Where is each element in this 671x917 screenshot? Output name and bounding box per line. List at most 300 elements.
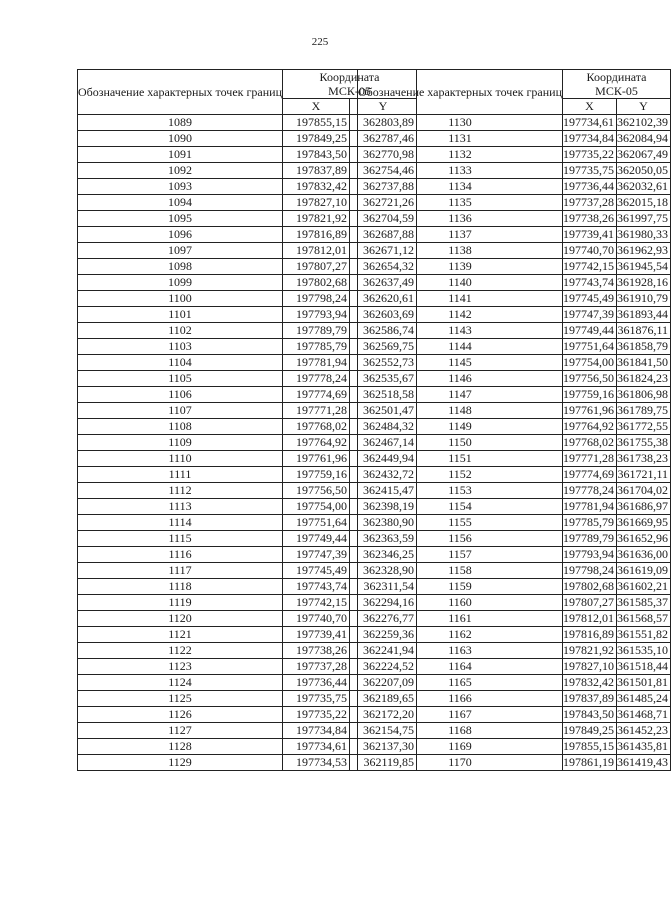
point-number-cell: 1139 (358, 259, 563, 275)
y-coordinate-cell: 362050,05 (617, 163, 671, 179)
x-coordinate-cell: 197812,01 (283, 243, 350, 259)
y-coordinate-cell: 362137,30 (350, 739, 417, 755)
x-coordinate-cell: 197781,94 (563, 499, 617, 515)
y-coordinate-cell: 361619,09 (617, 563, 671, 579)
point-number-cell: 1135 (358, 195, 563, 211)
table-row (358, 723, 671, 739)
table-row (358, 323, 671, 339)
x-coordinate-cell: 197737,28 (563, 195, 617, 211)
y-coordinate-cell: 362276,77 (350, 611, 417, 627)
y-coordinate-cell: 361945,54 (617, 259, 671, 275)
point-number-cell: 1136 (358, 211, 563, 227)
y-coordinate-cell: 362207,09 (350, 675, 417, 691)
y-coordinate-cell: 362346,25 (350, 547, 417, 563)
y-coordinate-cell: 361568,57 (617, 611, 671, 627)
y-coordinate-cell: 362259,36 (350, 627, 417, 643)
x-coordinate-cell: 197861,19 (563, 755, 617, 771)
y-coordinate-cell: 361962,93 (617, 243, 671, 259)
point-number-cell: 1144 (358, 339, 563, 355)
x-coordinate-cell: 197807,27 (563, 595, 617, 611)
y-coordinate-cell: 362172,20 (350, 707, 417, 723)
x-coordinate-cell: 197756,50 (283, 483, 350, 499)
y-coordinate-cell: 361518,44 (617, 659, 671, 675)
x-coordinate-cell: 197734,61 (283, 739, 350, 755)
point-number-cell: 1116 (78, 547, 283, 563)
x-coordinate-cell: 197793,94 (563, 547, 617, 563)
coordinate-header-line1: Координата (586, 70, 647, 84)
x-coordinate-cell: 197816,89 (563, 627, 617, 643)
x-coordinate-cell: 197735,75 (563, 163, 617, 179)
y-coordinate-cell: 362067,49 (617, 147, 671, 163)
y-coordinate-cell: 362569,75 (350, 339, 417, 355)
table-row (358, 163, 671, 179)
x-coordinate-cell: 197837,89 (563, 691, 617, 707)
point-number-cell: 1130 (358, 115, 563, 131)
point-number-cell: 1149 (358, 419, 563, 435)
x-coordinate-cell: 197855,15 (283, 115, 350, 131)
x-coordinate-cell: 197740,70 (283, 611, 350, 627)
x-coordinate-cell: 197785,79 (563, 515, 617, 531)
x-coordinate-cell: 197754,00 (563, 355, 617, 371)
y-coordinate-cell: 361535,10 (617, 643, 671, 659)
y-coordinate-cell: 362704,59 (350, 211, 417, 227)
point-number-cell: 1101 (78, 307, 283, 323)
point-number-cell: 1163 (358, 643, 563, 659)
table-row (358, 755, 671, 771)
point-number-cell: 1134 (358, 179, 563, 195)
x-coordinate-cell: 197734,61 (563, 115, 617, 131)
point-number-cell: 1152 (358, 467, 563, 483)
y-coordinate-cell: 361910,79 (617, 291, 671, 307)
y-coordinate-cell: 362224,52 (350, 659, 417, 675)
x-coordinate-cell: 197802,68 (283, 275, 350, 291)
y-coordinate-cell: 362241,94 (350, 643, 417, 659)
coordinate-header-line2: МСК-05 (595, 84, 638, 98)
point-number-cell: 1150 (358, 435, 563, 451)
y-coordinate-cell: 361501,81 (617, 675, 671, 691)
table-row (358, 275, 671, 291)
x-coordinate-cell: 197843,50 (283, 147, 350, 163)
x-coordinate-cell: 197789,79 (563, 531, 617, 547)
table-row (358, 419, 671, 435)
table-row (358, 579, 671, 595)
x-coordinate-cell: 197747,39 (283, 547, 350, 563)
point-number-cell: 1167 (358, 707, 563, 723)
y-coordinate-cell: 362294,16 (350, 595, 417, 611)
x-coordinate-cell: 197735,22 (283, 707, 350, 723)
y-coordinate-cell: 361468,71 (617, 707, 671, 723)
table-row (358, 371, 671, 387)
point-number-cell: 1096 (78, 227, 283, 243)
point-number-cell: 1162 (358, 627, 563, 643)
x-coordinate-cell: 197747,39 (563, 307, 617, 323)
point-number-cell: 1094 (78, 195, 283, 211)
point-number-cell: 1117 (78, 563, 283, 579)
x-coordinate-cell: 197743,74 (283, 579, 350, 595)
x-coordinate-cell: 197778,24 (563, 483, 617, 499)
table-row (358, 435, 671, 451)
point-number-cell: 1112 (78, 483, 283, 499)
y-coordinate-cell: 361755,38 (617, 435, 671, 451)
point-number-cell: 1168 (358, 723, 563, 739)
y-coordinate-cell: 361806,98 (617, 387, 671, 403)
point-number-cell: 1119 (78, 595, 283, 611)
table-row (358, 563, 671, 579)
x-coordinate-cell: 197745,49 (283, 563, 350, 579)
y-coordinate-cell: 362535,67 (350, 371, 417, 387)
y-coordinate-cell: 361602,21 (617, 579, 671, 595)
x-coordinate-cell: 197827,10 (563, 659, 617, 675)
y-coordinate-cell: 362380,90 (350, 515, 417, 531)
y-coordinate-cell: 362770,98 (350, 147, 417, 163)
y-coordinate-cell: 361435,81 (617, 739, 671, 755)
y-coordinate-cell: 362119,85 (350, 755, 417, 771)
x-coordinate-cell: 197764,92 (283, 435, 350, 451)
x-coordinate-cell: 197759,16 (563, 387, 617, 403)
page-number: 225 (311, 36, 329, 48)
point-number-cell: 1110 (78, 451, 283, 467)
point-number-cell: 1143 (358, 323, 563, 339)
point-number-cell: 1164 (358, 659, 563, 675)
x-coordinate-cell: 197751,64 (563, 339, 617, 355)
table-row (358, 643, 671, 659)
y-coordinate-cell: 362687,88 (350, 227, 417, 243)
x-coordinate-cell: 197749,44 (283, 531, 350, 547)
y-coordinate-cell: 361876,11 (617, 323, 671, 339)
point-number-cell: 1111 (78, 467, 283, 483)
y-coordinate-cell: 362603,69 (350, 307, 417, 323)
y-coordinate-cell: 362467,14 (350, 435, 417, 451)
point-number-cell: 1125 (78, 691, 283, 707)
table-row (358, 483, 671, 499)
table-row (358, 403, 671, 419)
y-coordinate-cell: 362620,61 (350, 291, 417, 307)
table-row (358, 691, 671, 707)
x-coordinate-cell: 197745,49 (563, 291, 617, 307)
y-coordinate-cell: 362484,32 (350, 419, 417, 435)
y-coordinate-cell: 361824,23 (617, 371, 671, 387)
y-coordinate-cell: 362586,74 (350, 323, 417, 339)
x-coordinate-cell: 197736,44 (563, 179, 617, 195)
y-coordinate-cell: 361652,96 (617, 531, 671, 547)
table-row (358, 211, 671, 227)
y-coordinate-cell: 362189,65 (350, 691, 417, 707)
x-column-header: X (283, 99, 350, 115)
y-coordinate-cell: 362754,46 (350, 163, 417, 179)
y-coordinate-cell: 361585,37 (617, 595, 671, 611)
point-number-cell: 1118 (78, 579, 283, 595)
x-coordinate-cell: 197807,27 (283, 259, 350, 275)
y-coordinate-cell: 362518,58 (350, 387, 417, 403)
table-row (358, 627, 671, 643)
point-number-cell: 1093 (78, 179, 283, 195)
point-number-cell: 1100 (78, 291, 283, 307)
point-number-cell: 1141 (358, 291, 563, 307)
point-number-cell: 1160 (358, 595, 563, 611)
x-coordinate-cell: 197832,42 (283, 179, 350, 195)
point-number-cell: 1132 (358, 147, 563, 163)
y-coordinate-cell: 361669,95 (617, 515, 671, 531)
point-number-cell: 1113 (78, 499, 283, 515)
point-label-header: Обозначение характерных точек границ (78, 70, 283, 115)
y-coordinate-cell: 361928,16 (617, 275, 671, 291)
y-coordinate-cell: 362552,73 (350, 355, 417, 371)
point-number-cell: 1138 (358, 243, 563, 259)
table-row (358, 659, 671, 675)
table-row (358, 259, 671, 275)
table-row (358, 499, 671, 515)
point-number-cell: 1154 (358, 499, 563, 515)
x-coordinate-cell: 197739,41 (563, 227, 617, 243)
x-coordinate-cell: 197736,44 (283, 675, 350, 691)
y-column-header: Y (350, 99, 417, 115)
point-number-cell: 1169 (358, 739, 563, 755)
y-column-header: Y (617, 99, 671, 115)
point-number-cell: 1091 (78, 147, 283, 163)
table-row (358, 451, 671, 467)
point-number-cell: 1099 (78, 275, 283, 291)
y-coordinate-cell: 361419,43 (617, 755, 671, 771)
table-row (358, 115, 671, 131)
y-coordinate-cell: 362654,32 (350, 259, 417, 275)
point-number-cell: 1157 (358, 547, 563, 563)
x-coordinate-cell: 197764,92 (563, 419, 617, 435)
point-number-cell: 1137 (358, 227, 563, 243)
x-coordinate-cell: 197754,00 (283, 499, 350, 515)
table-row (358, 243, 671, 259)
x-coordinate-cell: 197734,53 (283, 755, 350, 771)
x-coordinate-cell: 197816,89 (283, 227, 350, 243)
x-coordinate-cell: 197759,16 (283, 467, 350, 483)
x-coordinate-cell: 197761,96 (563, 403, 617, 419)
point-number-cell: 1123 (78, 659, 283, 675)
x-coordinate-cell: 197781,94 (283, 355, 350, 371)
table-row (358, 307, 671, 323)
y-coordinate-cell: 362415,47 (350, 483, 417, 499)
y-coordinate-cell: 362363,59 (350, 531, 417, 547)
point-number-cell: 1109 (78, 435, 283, 451)
y-coordinate-cell: 362311,54 (350, 579, 417, 595)
x-coordinate-cell: 197849,25 (563, 723, 617, 739)
y-coordinate-cell: 362803,89 (350, 115, 417, 131)
x-coordinate-cell: 197774,69 (563, 467, 617, 483)
x-coordinate-cell: 197768,02 (563, 435, 617, 451)
y-coordinate-cell: 361841,50 (617, 355, 671, 371)
point-number-cell: 1165 (358, 675, 563, 691)
point-number-cell: 1145 (358, 355, 563, 371)
y-coordinate-cell: 362398,19 (350, 499, 417, 515)
point-number-cell: 1129 (78, 755, 283, 771)
point-number-cell: 1121 (78, 627, 283, 643)
point-number-cell: 1158 (358, 563, 563, 579)
table-row (358, 291, 671, 307)
y-coordinate-cell: 362671,12 (350, 243, 417, 259)
y-coordinate-cell: 361636,00 (617, 547, 671, 563)
coordinate-header (563, 70, 671, 99)
point-number-cell: 1161 (358, 611, 563, 627)
x-coordinate-cell: 197738,26 (283, 643, 350, 659)
y-coordinate-cell: 362449,94 (350, 451, 417, 467)
table-row (358, 355, 671, 371)
y-coordinate-cell: 361858,79 (617, 339, 671, 355)
y-coordinate-cell: 362737,88 (350, 179, 417, 195)
table-row (358, 547, 671, 563)
y-coordinate-cell: 361997,75 (617, 211, 671, 227)
x-coordinate-cell: 197855,15 (563, 739, 617, 755)
table-row (358, 147, 671, 163)
table-row (358, 131, 671, 147)
coordinates-table-right (357, 69, 671, 771)
x-coordinate-cell: 197743,74 (563, 275, 617, 291)
y-coordinate-cell: 362432,72 (350, 467, 417, 483)
point-number-cell: 1090 (78, 131, 283, 147)
x-coordinate-cell: 197785,79 (283, 339, 350, 355)
x-coordinate-cell: 197771,28 (563, 451, 617, 467)
x-coordinate-cell: 197749,44 (563, 323, 617, 339)
y-coordinate-cell: 362787,46 (350, 131, 417, 147)
point-number-cell: 1128 (78, 739, 283, 755)
y-coordinate-cell: 362102,39 (617, 115, 671, 131)
point-label-header: Обозначение характерных точек границ (358, 70, 563, 115)
point-number-cell: 1115 (78, 531, 283, 547)
table-row (358, 339, 671, 355)
point-number-cell: 1155 (358, 515, 563, 531)
y-coordinate-cell: 362501,47 (350, 403, 417, 419)
coordinate-header-line2: МСК-05 (328, 84, 371, 98)
table-row (358, 531, 671, 547)
table-row (358, 675, 671, 691)
point-number-cell: 1107 (78, 403, 283, 419)
point-number-cell: 1133 (358, 163, 563, 179)
y-coordinate-cell: 361485,24 (617, 691, 671, 707)
point-number-cell: 1092 (78, 163, 283, 179)
point-number-cell: 1151 (358, 451, 563, 467)
point-number-cell: 1166 (358, 691, 563, 707)
x-coordinate-cell: 197774,69 (283, 387, 350, 403)
y-coordinate-cell: 362637,49 (350, 275, 417, 291)
point-number-cell: 1140 (358, 275, 563, 291)
x-coordinate-cell: 197761,96 (283, 451, 350, 467)
x-coordinate-cell: 197798,24 (283, 291, 350, 307)
x-coordinate-cell: 197742,15 (563, 259, 617, 275)
table-row (358, 595, 671, 611)
point-number-cell: 1097 (78, 243, 283, 259)
point-number-cell: 1126 (78, 707, 283, 723)
point-number-cell: 1146 (358, 371, 563, 387)
x-coordinate-cell: 197798,24 (563, 563, 617, 579)
point-number-cell: 1122 (78, 643, 283, 659)
y-coordinate-cell: 361721,11 (617, 467, 671, 483)
y-coordinate-cell: 362328,90 (350, 563, 417, 579)
y-coordinate-cell: 361686,97 (617, 499, 671, 515)
x-coordinate-cell: 197739,41 (283, 627, 350, 643)
table-row (358, 179, 671, 195)
x-coordinate-cell: 197789,79 (283, 323, 350, 339)
point-number-cell: 1114 (78, 515, 283, 531)
coordinate-header-line1: Координата (319, 70, 380, 84)
x-coordinate-cell: 197756,50 (563, 371, 617, 387)
point-number-cell: 1104 (78, 355, 283, 371)
x-coordinate-cell: 197778,24 (283, 371, 350, 387)
y-coordinate-cell: 362015,18 (617, 195, 671, 211)
y-coordinate-cell: 361980,33 (617, 227, 671, 243)
table-body (358, 115, 671, 771)
x-coordinate-cell: 197738,26 (563, 211, 617, 227)
x-coordinate-cell: 197734,84 (563, 131, 617, 147)
x-coordinate-cell: 197768,02 (283, 419, 350, 435)
point-number-cell: 1131 (358, 131, 563, 147)
point-number-cell: 1089 (78, 115, 283, 131)
table-row (358, 227, 671, 243)
x-coordinate-cell: 197821,92 (563, 643, 617, 659)
point-number-cell: 1124 (78, 675, 283, 691)
x-coordinate-cell: 197843,50 (563, 707, 617, 723)
x-coordinate-cell: 197742,15 (283, 595, 350, 611)
x-coordinate-cell: 197737,28 (283, 659, 350, 675)
y-coordinate-cell: 361772,55 (617, 419, 671, 435)
point-number-cell: 1095 (78, 211, 283, 227)
point-number-cell: 1142 (358, 307, 563, 323)
x-coordinate-cell: 197740,70 (563, 243, 617, 259)
y-coordinate-cell: 362084,94 (617, 131, 671, 147)
point-number-cell: 1156 (358, 531, 563, 547)
x-coordinate-cell: 197849,25 (283, 131, 350, 147)
x-coordinate-cell: 197827,10 (283, 195, 350, 211)
y-coordinate-cell: 361551,82 (617, 627, 671, 643)
y-coordinate-cell: 362721,26 (350, 195, 417, 211)
y-coordinate-cell: 361738,23 (617, 451, 671, 467)
point-number-cell: 1098 (78, 259, 283, 275)
y-coordinate-cell: 362032,61 (617, 179, 671, 195)
point-number-cell: 1108 (78, 419, 283, 435)
point-number-cell: 1103 (78, 339, 283, 355)
table-row (358, 515, 671, 531)
table-row (358, 707, 671, 723)
table-row (358, 611, 671, 627)
x-column-header: X (563, 99, 617, 115)
y-coordinate-cell: 361704,02 (617, 483, 671, 499)
table-row (358, 387, 671, 403)
x-coordinate-cell: 197771,28 (283, 403, 350, 419)
y-coordinate-cell: 361789,75 (617, 403, 671, 419)
point-number-cell: 1127 (78, 723, 283, 739)
y-coordinate-cell: 361452,23 (617, 723, 671, 739)
table-row (358, 467, 671, 483)
point-number-cell: 1148 (358, 403, 563, 419)
x-coordinate-cell: 197734,84 (283, 723, 350, 739)
point-number-cell: 1153 (358, 483, 563, 499)
x-coordinate-cell: 197751,64 (283, 515, 350, 531)
x-coordinate-cell: 197812,01 (563, 611, 617, 627)
x-coordinate-cell: 197735,75 (283, 691, 350, 707)
point-number-cell: 1120 (78, 611, 283, 627)
x-coordinate-cell: 197735,22 (563, 147, 617, 163)
x-coordinate-cell: 197802,68 (563, 579, 617, 595)
x-coordinate-cell: 197821,92 (283, 211, 350, 227)
table-row (358, 739, 671, 755)
point-number-cell: 1105 (78, 371, 283, 387)
point-number-cell: 1147 (358, 387, 563, 403)
x-coordinate-cell: 197793,94 (283, 307, 350, 323)
x-coordinate-cell: 197832,42 (563, 675, 617, 691)
table-row (358, 195, 671, 211)
point-number-cell: 1102 (78, 323, 283, 339)
point-number-cell: 1170 (358, 755, 563, 771)
x-coordinate-cell: 197837,89 (283, 163, 350, 179)
y-coordinate-cell: 362154,75 (350, 723, 417, 739)
y-coordinate-cell: 361893,44 (617, 307, 671, 323)
point-number-cell: 1159 (358, 579, 563, 595)
